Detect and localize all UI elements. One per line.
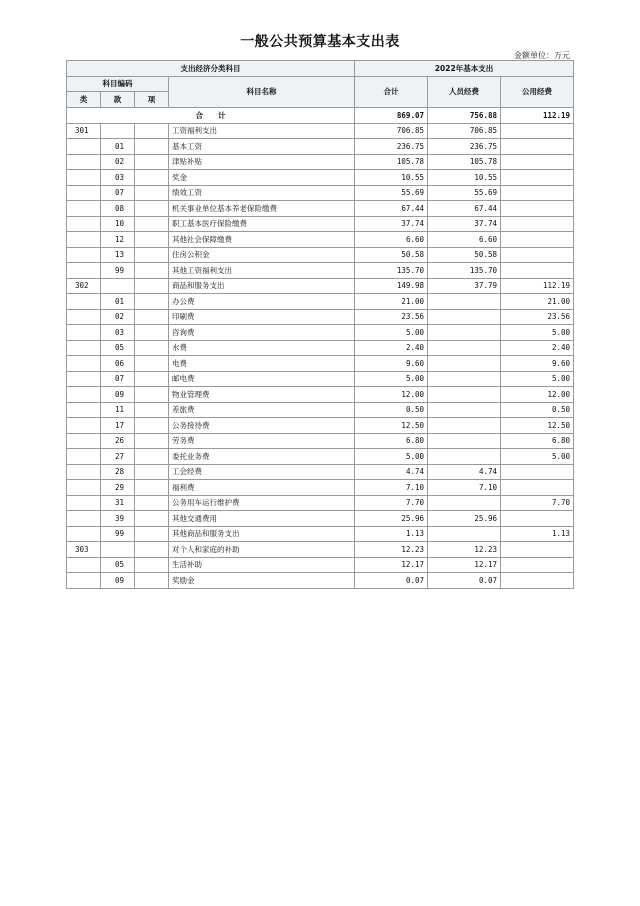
cell-total: 25.96	[355, 511, 428, 527]
cell-subject-name: 办公费	[169, 294, 355, 310]
cell-kuan: 10	[101, 216, 135, 232]
cell-subject-name: 奖励金	[169, 573, 355, 589]
cell-lei: 303	[67, 542, 101, 558]
cell-subject-name: 其他交通费用	[169, 511, 355, 527]
cell-public	[501, 232, 574, 248]
cell-kuan: 11	[101, 402, 135, 418]
cell-total: 4.74	[355, 464, 428, 480]
cell-public	[501, 464, 574, 480]
cell-xiang	[135, 402, 169, 418]
table-row	[67, 542, 574, 558]
cell-subject-name: 咨询费	[169, 325, 355, 341]
cell-public: 112.19	[501, 278, 574, 294]
cell-subject-name: 商品和服务支出	[169, 278, 355, 294]
cell-personnel	[428, 449, 501, 465]
cell-xiang	[135, 418, 169, 434]
cell-total: 0.07	[355, 573, 428, 589]
cell-public: 1.13	[501, 526, 574, 542]
cell-kuan: 09	[101, 387, 135, 403]
cell-subject-name: 绩效工资	[169, 185, 355, 201]
cell-total: 149.98	[355, 278, 428, 294]
cell-lei	[67, 387, 101, 403]
cell-total: 6.60	[355, 232, 428, 248]
cell-lei	[67, 185, 101, 201]
cell-total: 55.69	[355, 185, 428, 201]
cell-public	[501, 139, 574, 155]
cell-xiang	[135, 294, 169, 310]
cell-xiang	[135, 216, 169, 232]
cell-public: 5.00	[501, 325, 574, 341]
table-row	[67, 123, 574, 139]
cell-lei	[67, 170, 101, 186]
table-row	[67, 247, 574, 263]
cell-kuan: 03	[101, 170, 135, 186]
cell-lei	[67, 402, 101, 418]
cell-subject-name: 生活补助	[169, 557, 355, 573]
cell-lei	[67, 154, 101, 170]
cell-public: 23.56	[501, 309, 574, 325]
table-row	[67, 495, 574, 511]
cell-total: 5.00	[355, 371, 428, 387]
cell-kuan: 99	[101, 263, 135, 279]
cell-personnel	[428, 418, 501, 434]
cell-subject-name: 住房公积金	[169, 247, 355, 263]
header-basic-expenditure: 2022年基本支出	[355, 61, 574, 77]
cell-lei	[67, 449, 101, 465]
cell-lei	[67, 511, 101, 527]
table-row	[67, 216, 574, 232]
cell-total: 1.13	[355, 526, 428, 542]
cell-lei	[67, 139, 101, 155]
cell-subject-name: 其他社会保障缴费	[169, 232, 355, 248]
table-row	[67, 170, 574, 186]
cell-public: 5.00	[501, 449, 574, 465]
cell-xiang	[135, 232, 169, 248]
cell-public	[501, 185, 574, 201]
cell-public: 2.40	[501, 340, 574, 356]
cell-public: 12.00	[501, 387, 574, 403]
cell-subject-name: 公务用车运行维护费	[169, 495, 355, 511]
cell-personnel: 55.69	[428, 185, 501, 201]
table-row	[67, 449, 574, 465]
cell-public	[501, 170, 574, 186]
cell-personnel	[428, 387, 501, 403]
cell-subject-name: 邮电费	[169, 371, 355, 387]
cell-lei	[67, 216, 101, 232]
cell-public	[501, 154, 574, 170]
cell-total: 12.23	[355, 542, 428, 558]
table-header	[67, 61, 574, 108]
cell-public: 0.50	[501, 402, 574, 418]
header-subject-code: 科目编码	[67, 76, 169, 92]
cell-total: 37.74	[355, 216, 428, 232]
total-label: 合 计	[67, 107, 355, 123]
cell-kuan: 27	[101, 449, 135, 465]
cell-kuan: 02	[101, 309, 135, 325]
cell-subject-name: 水费	[169, 340, 355, 356]
cell-subject-name: 委托业务费	[169, 449, 355, 465]
cell-lei	[67, 464, 101, 480]
header-subject-name: 科目名称	[169, 76, 355, 107]
cell-subject-name: 其他工资福利支出	[169, 263, 355, 279]
cell-kuan: 02	[101, 154, 135, 170]
cell-xiang	[135, 387, 169, 403]
budget-table	[66, 60, 574, 589]
cell-total: 50.58	[355, 247, 428, 263]
cell-xiang	[135, 247, 169, 263]
header-kuan: 款	[101, 92, 135, 108]
cell-kuan: 09	[101, 573, 135, 589]
table-row	[67, 573, 574, 589]
cell-kuan: 05	[101, 557, 135, 573]
cell-lei: 301	[67, 123, 101, 139]
cell-xiang	[135, 542, 169, 558]
cell-lei	[67, 418, 101, 434]
cell-personnel: 25.96	[428, 511, 501, 527]
cell-personnel: 135.70	[428, 263, 501, 279]
cell-xiang	[135, 154, 169, 170]
cell-personnel	[428, 495, 501, 511]
total-public: 112.19	[501, 107, 574, 123]
table-row	[67, 356, 574, 372]
cell-kuan: 03	[101, 325, 135, 341]
table-row	[67, 294, 574, 310]
cell-lei	[67, 356, 101, 372]
cell-xiang	[135, 449, 169, 465]
header-public: 公用经费	[501, 76, 574, 107]
cell-total: 7.70	[355, 495, 428, 511]
cell-lei	[67, 340, 101, 356]
cell-lei	[67, 247, 101, 263]
table-row	[67, 185, 574, 201]
cell-public: 6.80	[501, 433, 574, 449]
cell-lei	[67, 526, 101, 542]
cell-personnel: 12.17	[428, 557, 501, 573]
cell-personnel	[428, 371, 501, 387]
cell-subject-name: 工会经费	[169, 464, 355, 480]
cell-xiang	[135, 123, 169, 139]
cell-public: 7.70	[501, 495, 574, 511]
cell-personnel: 4.74	[428, 464, 501, 480]
cell-public	[501, 557, 574, 573]
cell-public	[501, 542, 574, 558]
header-xiang: 项	[135, 92, 169, 108]
cell-lei	[67, 371, 101, 387]
table-body	[67, 107, 574, 588]
cell-total: 21.00	[355, 294, 428, 310]
cell-subject-name: 物业管理费	[169, 387, 355, 403]
cell-lei: 302	[67, 278, 101, 294]
cell-public	[501, 511, 574, 527]
cell-personnel: 7.10	[428, 480, 501, 496]
table-row	[67, 139, 574, 155]
unit-note: 金额单位：万元	[514, 51, 570, 60]
table-row	[67, 526, 574, 542]
cell-personnel: 12.23	[428, 542, 501, 558]
cell-lei	[67, 495, 101, 511]
cell-subject-name: 对个人和家庭的补助	[169, 542, 355, 558]
cell-kuan: 17	[101, 418, 135, 434]
table-row	[67, 154, 574, 170]
cell-kuan: 31	[101, 495, 135, 511]
cell-personnel	[428, 340, 501, 356]
table-row	[67, 201, 574, 217]
cell-total: 5.00	[355, 449, 428, 465]
cell-total: 706.85	[355, 123, 428, 139]
cell-personnel: 37.79	[428, 278, 501, 294]
cell-total: 12.00	[355, 387, 428, 403]
table-row	[67, 433, 574, 449]
cell-kuan: 13	[101, 247, 135, 263]
cell-kuan: 12	[101, 232, 135, 248]
cell-personnel	[428, 309, 501, 325]
cell-xiang	[135, 170, 169, 186]
cell-xiang	[135, 278, 169, 294]
cell-kuan: 06	[101, 356, 135, 372]
cell-xiang	[135, 201, 169, 217]
cell-kuan: 08	[101, 201, 135, 217]
cell-personnel	[428, 356, 501, 372]
cell-xiang	[135, 511, 169, 527]
header-total: 合计	[355, 76, 428, 107]
cell-public	[501, 216, 574, 232]
cell-xiang	[135, 356, 169, 372]
table-row	[67, 511, 574, 527]
cell-total: 2.40	[355, 340, 428, 356]
table-row	[67, 464, 574, 480]
cell-personnel	[428, 433, 501, 449]
cell-lei	[67, 201, 101, 217]
cell-total: 7.10	[355, 480, 428, 496]
cell-total: 67.44	[355, 201, 428, 217]
cell-public: 21.00	[501, 294, 574, 310]
table-row	[67, 232, 574, 248]
cell-xiang	[135, 480, 169, 496]
cell-kuan: 05	[101, 340, 135, 356]
page-title: 一般公共预算基本支出表	[240, 34, 400, 50]
cell-xiang	[135, 309, 169, 325]
cell-public	[501, 123, 574, 139]
cell-kuan: 26	[101, 433, 135, 449]
cell-total: 5.00	[355, 325, 428, 341]
cell-kuan: 07	[101, 371, 135, 387]
cell-personnel: 6.60	[428, 232, 501, 248]
cell-subject-name: 职工基本医疗保险缴费	[169, 216, 355, 232]
total-row	[67, 107, 574, 123]
cell-subject-name: 奖金	[169, 170, 355, 186]
cell-public	[501, 201, 574, 217]
cell-kuan: 07	[101, 185, 135, 201]
cell-lei	[67, 480, 101, 496]
table-row	[67, 325, 574, 341]
cell-personnel: 105.78	[428, 154, 501, 170]
cell-xiang	[135, 139, 169, 155]
cell-personnel: 10.55	[428, 170, 501, 186]
total-personnel: 756.88	[428, 107, 501, 123]
cell-total: 10.55	[355, 170, 428, 186]
cell-subject-name: 机关事业单位基本养老保险缴费	[169, 201, 355, 217]
cell-kuan	[101, 542, 135, 558]
cell-personnel	[428, 526, 501, 542]
cell-subject-name: 其他商品和服务支出	[169, 526, 355, 542]
cell-lei	[67, 294, 101, 310]
cell-kuan: 29	[101, 480, 135, 496]
table-row	[67, 263, 574, 279]
cell-subject-name: 电费	[169, 356, 355, 372]
cell-public: 12.50	[501, 418, 574, 434]
cell-xiang	[135, 185, 169, 201]
header-economic-classification: 支出经济分类科目	[67, 61, 355, 77]
cell-lei	[67, 263, 101, 279]
cell-subject-name: 公务接待费	[169, 418, 355, 434]
cell-xiang	[135, 526, 169, 542]
cell-public	[501, 263, 574, 279]
cell-xiang	[135, 325, 169, 341]
cell-total: 12.50	[355, 418, 428, 434]
cell-personnel	[428, 294, 501, 310]
cell-public	[501, 573, 574, 589]
cell-xiang	[135, 557, 169, 573]
table-row	[67, 402, 574, 418]
table-row	[67, 418, 574, 434]
cell-public: 5.00	[501, 371, 574, 387]
header-lei: 类	[67, 92, 101, 108]
cell-kuan: 39	[101, 511, 135, 527]
cell-subject-name: 基本工资	[169, 139, 355, 155]
cell-subject-name: 工资福利支出	[169, 123, 355, 139]
cell-personnel: 0.07	[428, 573, 501, 589]
cell-lei	[67, 309, 101, 325]
cell-kuan	[101, 123, 135, 139]
header-personnel: 人员经费	[428, 76, 501, 107]
cell-total: 6.80	[355, 433, 428, 449]
cell-xiang	[135, 340, 169, 356]
cell-total: 0.50	[355, 402, 428, 418]
cell-total: 12.17	[355, 557, 428, 573]
cell-total: 135.70	[355, 263, 428, 279]
cell-personnel: 50.58	[428, 247, 501, 263]
total-amount: 869.07	[355, 107, 428, 123]
cell-personnel	[428, 325, 501, 341]
cell-lei	[67, 232, 101, 248]
table-row	[67, 278, 574, 294]
cell-public	[501, 480, 574, 496]
cell-lei	[67, 573, 101, 589]
cell-subject-name: 印刷费	[169, 309, 355, 325]
cell-public	[501, 247, 574, 263]
cell-subject-name: 津贴补贴	[169, 154, 355, 170]
cell-xiang	[135, 495, 169, 511]
cell-kuan: 28	[101, 464, 135, 480]
cell-kuan: 01	[101, 294, 135, 310]
table-row	[67, 557, 574, 573]
cell-lei	[67, 325, 101, 341]
cell-personnel: 37.74	[428, 216, 501, 232]
cell-xiang	[135, 263, 169, 279]
cell-kuan: 01	[101, 139, 135, 155]
cell-kuan: 99	[101, 526, 135, 542]
cell-total: 9.60	[355, 356, 428, 372]
cell-lei	[67, 557, 101, 573]
cell-xiang	[135, 573, 169, 589]
table-row	[67, 480, 574, 496]
cell-total: 236.75	[355, 139, 428, 155]
cell-subject-name: 劳务费	[169, 433, 355, 449]
cell-personnel: 706.85	[428, 123, 501, 139]
cell-xiang	[135, 433, 169, 449]
cell-subject-name: 差旅费	[169, 402, 355, 418]
cell-xiang	[135, 464, 169, 480]
table-row	[67, 387, 574, 403]
cell-kuan	[101, 278, 135, 294]
cell-personnel	[428, 402, 501, 418]
cell-personnel: 67.44	[428, 201, 501, 217]
cell-public: 9.60	[501, 356, 574, 372]
table-row	[67, 371, 574, 387]
cell-subject-name: 福利费	[169, 480, 355, 496]
cell-personnel: 236.75	[428, 139, 501, 155]
table-row	[67, 340, 574, 356]
cell-lei	[67, 433, 101, 449]
cell-total: 105.78	[355, 154, 428, 170]
cell-xiang	[135, 371, 169, 387]
cell-total: 23.56	[355, 309, 428, 325]
table-row	[67, 309, 574, 325]
